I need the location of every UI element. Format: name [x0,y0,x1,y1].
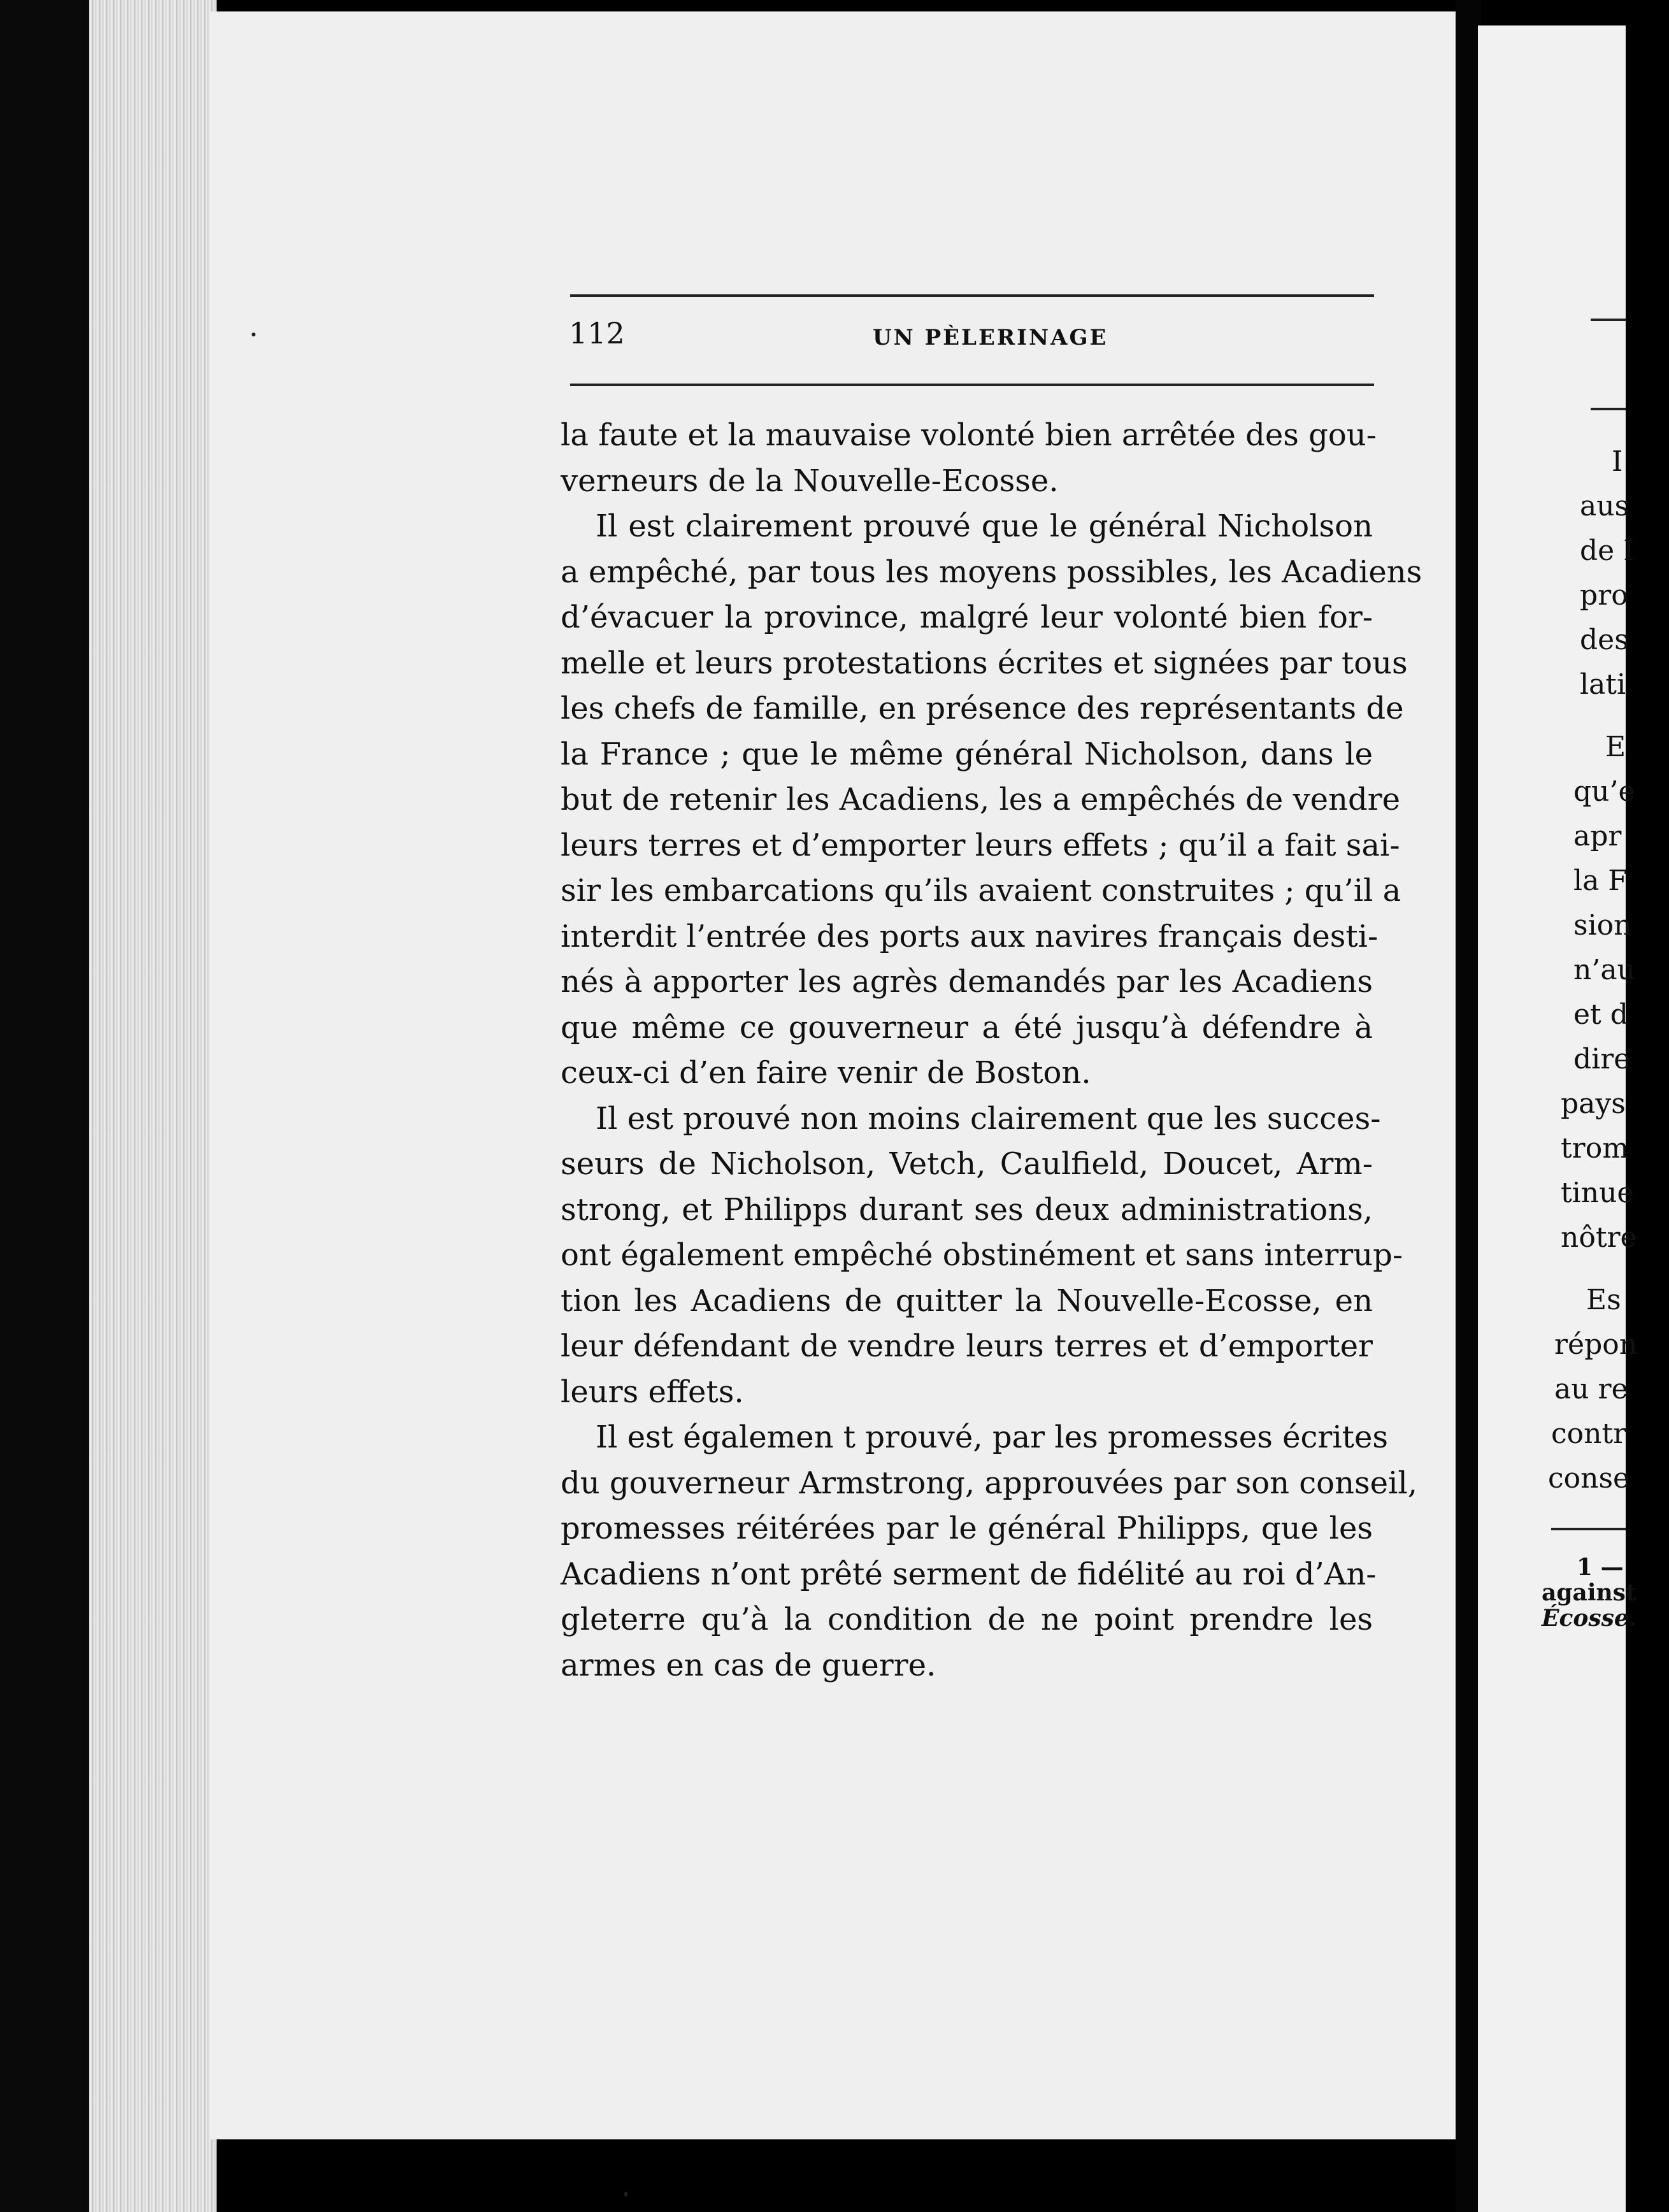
text-line: Il est clairement prouvé que le général Nicholson [596,508,1373,544]
text-line: nés à apporter les agrès demandés par les Acadiens [561,964,1373,1000]
text-line: a empêché, par tous les moyens possibles, les Acadiens [561,554,1422,590]
page-number: 112 [569,316,625,350]
facing-page-text [1542,440,1669,1501]
footnote-line: against [1542,1579,1637,1606]
text-line: ceux-ci d’en faire venir de Boston. [561,1055,1091,1091]
text-line: strong, et Philipps durant ses deux administrations, [561,1191,1373,1228]
facing-header-rule-bottom [1591,408,1626,410]
text-line: gleterre qu’à la condition de ne point prendre les [561,1602,1373,1637]
book-gutter [1456,0,1481,2212]
text-line: but de retenir les Acadiens, les a empêchés de vendre [561,782,1401,817]
text-line: melle et leurs protestations écrites et signées par tous [561,645,1408,681]
text-line: tion les Acadiens de quitter la Nouvelle-Ecosse, en [561,1282,1373,1319]
text-line: la France ; que le même général Nicholson, dans le [561,736,1373,772]
scan-speck [252,333,255,336]
text-line: verneurs de la Nouvelle-Ecosse. [561,463,1059,499]
scan-background-left [0,0,96,2212]
text-line: leurs terres et d’emporter leurs effets ; qu’il a fait sai- [561,827,1400,863]
body-text [561,413,1422,1688]
text-line: leur défendant de vendre leurs terres et d’emporter [561,1328,1373,1364]
stacked-page-edges [89,0,217,2212]
header-rule-bottom [570,384,1374,386]
facing-text-line: contr [1551,1418,1627,1450]
text-line: les chefs de famille, en présence des représentants de [561,691,1404,726]
facing-text-line: conse [1548,1462,1630,1495]
text-line: interdit l’entrée des ports aux navires français desti- [561,918,1379,954]
facing-footnote-rule [1551,1528,1626,1530]
text-line: Il est égalemen t prouvé, par les promesses écrites [596,1419,1388,1455]
text-line: promesses réitérées par le général Philipps, que les [561,1511,1373,1546]
facing-text-line: et d [1573,998,1628,1031]
facing-text-line: I [1612,445,1623,478]
header-rule-top [570,294,1374,297]
footnote-line: Écosse. [1542,1605,1637,1632]
facing-text-line: au re [1554,1373,1628,1405]
facing-text-line: aus [1580,490,1630,522]
facing-text-line: nôtre [1561,1221,1637,1254]
text-line: sir les embarcations qu’ils avaient construites ; qu’il a [561,873,1401,908]
text-line: du gouverneur Armstrong, approuvées par son conseil, [561,1465,1417,1501]
text-line: armes en cas de guerre. [561,1647,936,1683]
footnote-line: 1 — [1577,1554,1624,1581]
text-line: d’évacuer la province, malgré leur volonté bien for- [561,600,1373,635]
facing-header-rule-top [1591,319,1626,321]
facing-text-line: qu’e [1573,775,1635,808]
facing-text-line: E [1605,731,1626,763]
facing-text-line: de I [1580,535,1635,567]
text-line: Il est prouvé non moins clairement que les succes- [596,1100,1381,1137]
facing-footnote [1542,1555,1669,1631]
facing-text-line: trom [1561,1132,1629,1165]
scan-speck [624,2192,627,2197]
running-title: UN PÈLERINAGE [873,325,1108,350]
facing-text-line: Es [1586,1284,1621,1316]
facing-text-line: dire [1573,1043,1631,1075]
text-line: Acadiens n’ont prêté serment de fidélité au roi d’An- [561,1556,1377,1592]
facing-text-line: n’au [1573,954,1635,986]
text-line: que même ce gouverneur a été jusqu’à défendre à [561,1009,1373,1045]
text-line: leurs effets. [561,1374,744,1410]
facing-text-line: la F [1573,865,1628,897]
text-line: ont également empêché obstinément et sans interrup- [561,1237,1403,1273]
facing-text-line: pays [1561,1088,1626,1120]
facing-text-line: lati [1580,668,1626,701]
facing-text-line: apr [1573,820,1622,852]
facing-text-line: répon [1554,1328,1638,1361]
facing-text-line: tinue [1561,1177,1634,1209]
facing-text-line: pro [1580,579,1628,612]
facing-text-line: des [1580,624,1629,656]
facing-text-line: sion [1573,909,1632,942]
text-line: la faute et la mauvaise volonté bien arrêtée des gou- [561,417,1377,453]
text-line: seurs de Nicholson, Vetch, Caulfield, Doucet, Arm- [561,1146,1373,1182]
